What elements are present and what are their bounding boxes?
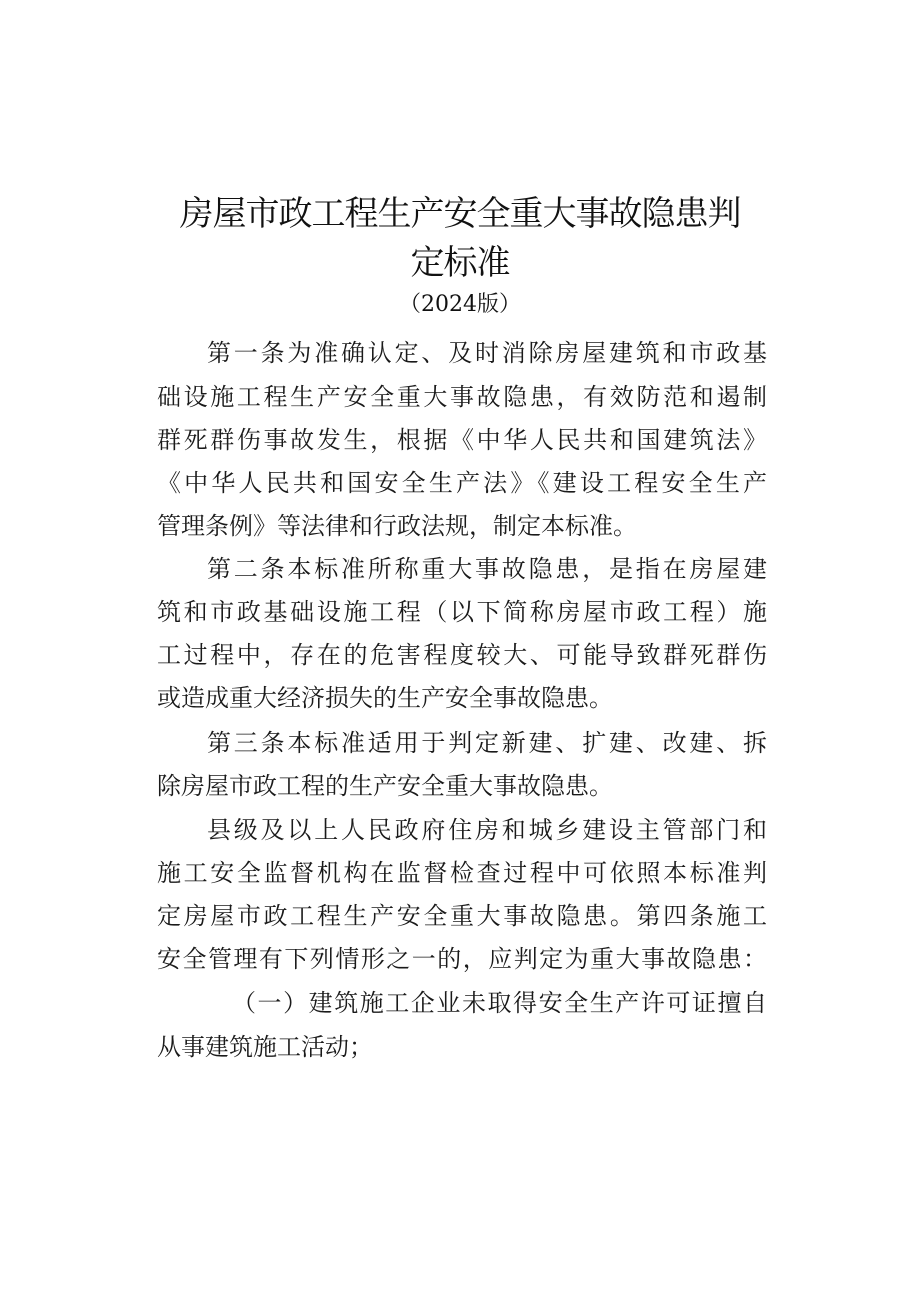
article-4-line-1: 安全管理有下列情形之一的，应判定为重大事故隐患： — [157, 945, 767, 973]
article-3-line-2: 除房屋市政工程的生产安全重大事故隐患。 — [157, 772, 613, 800]
item-1-line-1: （一）建筑施工企业未取得安全生产许可证擅自 — [232, 989, 767, 1017]
document-title-line-1: 房屋市政工程生产安全重大事故隐患判 — [179, 194, 741, 234]
article-1-line-4: 《中华人民共和国安全生产法》《建设工程安全生产 — [157, 469, 767, 497]
article-1-line-2: 础设施工程生产安全重大事故隐患，有效防范和遏制 — [157, 383, 767, 411]
paragraph-supervision-line-1: 县级及以上人民政府住房和城乡建设主管部门和 — [207, 816, 767, 844]
article-2-line-2: 筑和市政基础设施工程（以下简称房屋市政工程）施 — [157, 598, 767, 626]
article-2-line-3: 工过程中，存在的危害程度较大、可能导致群死群伤 — [157, 641, 767, 669]
article-1-line-3: 群死群伤事故发生，根据《中华人民共和国建筑法》 — [157, 426, 767, 454]
paragraph-supervision-line-3: 定房屋市政工程生产安全重大事故隐患。第四条施工 — [157, 902, 767, 930]
article-1-line-5: 管理条例》等法律和行政法规，制定本标准。 — [157, 512, 637, 540]
document-edition: （2024版） — [399, 292, 521, 317]
paragraph-supervision-line-2: 施工安全监督机构在监督检查过程中可依照本标准判 — [157, 859, 767, 887]
article-2-line-1: 第二条本标准所称重大事故隐患，是指在房屋建 — [207, 555, 767, 583]
article-2-line-4: 或造成重大经济损失的生产安全事故隐患。 — [157, 684, 613, 712]
article-3-line-1: 第三条本标准适用于判定新建、扩建、改建、拆 — [207, 729, 767, 757]
article-1-line-1: 第一条为准确认定、及时消除房屋建筑和市政基 — [207, 339, 767, 367]
item-1-line-2: 从事建筑施工活动； — [157, 1033, 373, 1061]
document-title-line-2: 定标准 — [410, 243, 510, 283]
